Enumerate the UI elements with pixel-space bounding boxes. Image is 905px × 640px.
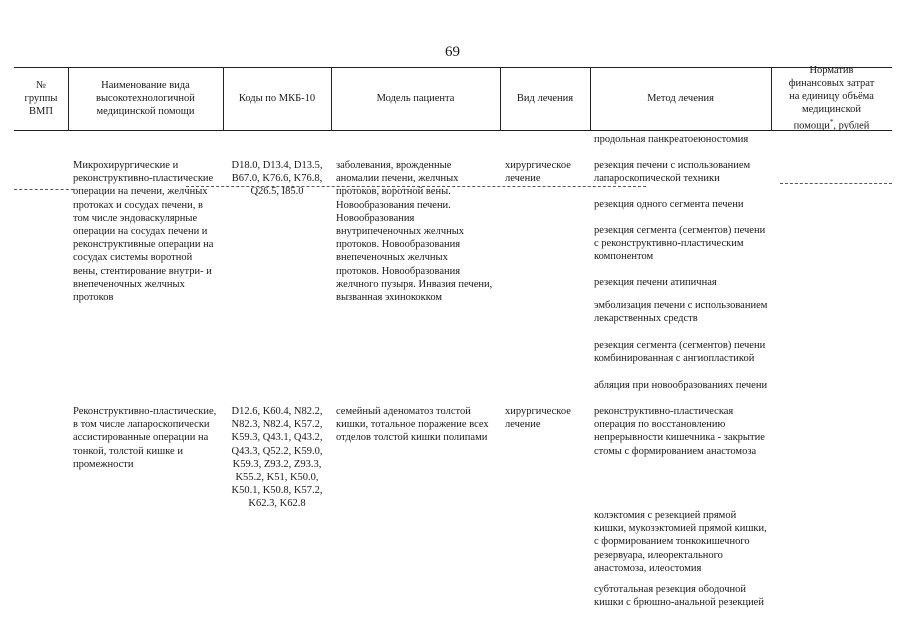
row-1-method-4: резекция печени атипичная: [594, 277, 717, 288]
carryover-method: продольная панкреатоеюностомия: [594, 134, 749, 145]
row-2-icd-codes: D12.6, K60.4, N82.2, N82.3, N82.4, K57.2, K59.3, Q43.1, Q43.2, Q43.3, Q52.2, K59.0, K59.3, Z93.2, Z93.3, K55.2, K51, K50.0, K50.1, K50.8, K57.2, K62.3, K62.8: [231, 406, 323, 510]
row-1-treatment-type: хирургическое лечение: [505, 160, 571, 185]
row-1-patient-model: заболевания, врожденные аномалии печени, желчных протоков, воротной вены. Новообразования печени. Новообразования внутрипеченочных желчных протоков. Новообразования внепеченочных желчных протоков. Новообразования желчного пузыря. Инвазия печени, вызванная эхинококком: [336, 160, 493, 304]
header-bottom-border: [14, 130, 892, 131]
row-2-treatment-type: хирургическое лечение: [505, 406, 571, 431]
page-number: 69: [445, 44, 460, 60]
header-patient-model: Модель пациента: [376, 93, 455, 104]
header-group-number: № группы ВМП: [24, 80, 58, 117]
header-treatment-type: Вид лечения: [516, 93, 574, 104]
header-care-type: Наименование вида высокотехнологичной медицинской помощи: [96, 80, 195, 117]
header-icd-codes: Коды по МКБ-10: [238, 93, 316, 104]
row-2-method-3: субтотальная резекция ободочной кишки с брюшно-анальной резекцией: [594, 584, 764, 609]
row-1-method-2: резекция одного сегмента печени: [594, 199, 744, 210]
row-1-method-1: резекция печени с использованием лапароскопической техники: [594, 160, 751, 185]
row-1-icd-codes: D18.0, D13.4, D13.5, B67.0, K76.6, K76.8, Q26.5, I85.0: [231, 160, 323, 198]
scan-artifact-line: [780, 183, 892, 184]
row-1-method-7: абляция при новообразованиях печени: [594, 380, 768, 391]
footnote-marker: *: [829, 118, 834, 127]
scan-artifact-line: [14, 189, 74, 190]
scan-artifact-line: [186, 186, 646, 187]
header-cost-norm: Норматив финансовых затрат на единицу объёма медицинской помощи*, рублей: [788, 65, 875, 132]
header-treatment-method: Метод лечения: [647, 93, 714, 104]
row-1-care-type: Микрохирургические и реконструктивно-пластические операции на печени, желчных протоках и сосудах печени, в том числе эндоваскулярные операции на сосудах печени и реконструктивные операции на сосудах системы воротной вены, стентирование внутри- и внепеченочных желчных протоков: [73, 160, 214, 304]
row-2-patient-model: семейный аденоматоз толстой кишки, тотальное поражение всех отделов толстой кишки полипами: [336, 406, 489, 444]
row-2-method-2: колэктомия с резекцией прямой кишки, мукозэктомией прямой кишки, с формированием тонкокишечного резервуара, илеоректального анастомоза, илеостомия: [594, 510, 767, 574]
row-1-method-6: резекция сегмента (сегментов) печени комбинированная с ангиопластикой: [594, 340, 766, 365]
row-1-method-5: эмболизация печени с использованием лекарственных средств: [594, 300, 768, 325]
row-2-method-1: реконструктивно-пластическая операция по восстановлению непрерывности кишечника - закрытие стомы с формированием анастомоза: [594, 406, 765, 457]
row-2-care-type: Реконструктивно-пластические, в том числе лапароскопически ассистированные операции на тонкой, толстой кишке и промежности: [73, 406, 217, 470]
row-1-method-3: резекция сегмента (сегментов) печени с реконструктивно-пластическим компонентом: [594, 225, 766, 263]
